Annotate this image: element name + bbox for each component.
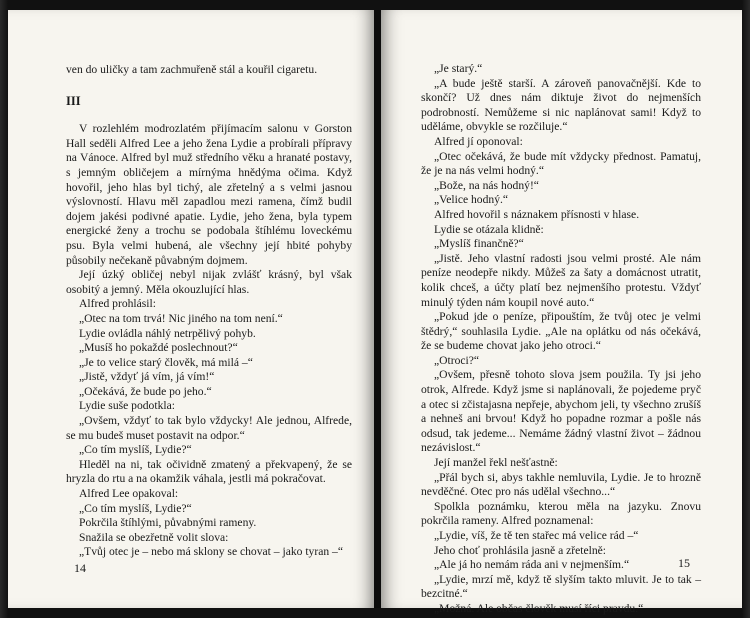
paragraph: „Lydie, mrzí mě, když tě slyším takto mluvit. Je to tak – bezcitné.“	[421, 572, 701, 601]
paragraph: „A bude ještě starší. A zároveň panovačnější. Kde to skončí? Už dnes nám diktuje život do nejmenších podrobností. Nemůžeme si nic naplánovat sami! Když to uděláme, obvykle se rozčiluje.“	[421, 76, 701, 134]
paragraph: Lydie ovládla náhlý netrpělivý pohyb.	[79, 326, 256, 340]
paragraph: Hleděl na ni, tak očividně zmatený a překvapený, že se hryzla do rtu a na okamžik váhala, jestli má pokračovat.	[66, 457, 352, 486]
left-page-text	[66, 63, 352, 560]
paragraph: Snažila se obezřetně volit slova:	[79, 530, 229, 544]
paragraph: „Jistě, vždyť já vím, já vím!“	[79, 370, 215, 384]
paragraph: Lydie se otázala klidně:	[434, 222, 544, 236]
paragraph: „Bože, na nás hodný!“	[434, 178, 539, 192]
section-heading: III	[66, 93, 81, 108]
paragraph: Jeho choť prohlásila jasně a zřetelně:	[434, 543, 607, 557]
paragraph: „Pokud jde o peníze, připouštím, že tvůj otec je velmi štědrý,“ souhlasila Lydie. „Ale na oplátku od nás očekává, že se budeme chovat jako jeho otroci.“	[421, 310, 701, 353]
paragraph: „Musíš ho pokaždé poslechnout?“	[79, 341, 238, 355]
paragraph: „Co tím myslíš, Lydie?“	[79, 443, 192, 457]
paragraph: „Očekává, že bude po jeho.“	[79, 384, 212, 398]
paragraph: „Přál bych si, abys takhle nemluvila, Lydie. Je to hrozně nevděčné. Otec pro nás udělal všechno...“	[421, 470, 701, 499]
paragraph: Alfred prohlásil:	[79, 297, 156, 311]
paragraph: Lydie suše podotkla:	[79, 399, 175, 413]
paragraph: „Ovšem, vždyť to tak bylo vždycky! Ale jednou, Alfrede, se mu budeš muset postavit na odpor.“	[66, 414, 352, 442]
paragraph: Pokrčila štíhlými, půvabnými rameny.	[79, 516, 257, 530]
paragraph: Alfred hovořil s náznakem přísnosti v hlase.	[434, 207, 640, 221]
right-page-text	[421, 62, 701, 617]
page-number: 14	[74, 561, 86, 575]
paragraph: „Jistě. Jeho vlastní radosti jsou velmi prosté. Ale nám peníze neodepře nikdy. Můžeš za šaty a domácnost utratit, kolik chceš, a účty platí bez nejmenšího protestu. Vždyť minulý týden nám koupil nové auto.“	[421, 251, 701, 309]
paragraph: „Ovšem, přesně tohoto slova jsem použila. Ty jsi jeho otrok, Alfrede. Když jsme si naplánovali, že pojedeme pryč a otec si zčistajasna nepřeje, abychom jeli, ty všechno zrušíš a nehneš ani brvou! Když ho popadne rozmar a pošle nás odsud, tak jedeme... Nemáme žádný vlastní život – žádnou nezávislost.“	[421, 368, 701, 455]
paragraph: „Je to velice starý člověk, má milá –“	[79, 355, 253, 369]
paragraph: Její manžel řekl nešťastně:	[434, 456, 558, 470]
right-page	[381, 10, 742, 615]
paragraph: „Otroci?“	[434, 353, 480, 367]
paragraph: „Myslíš finančně?“	[434, 237, 524, 251]
paragraph: Alfred Lee opakoval:	[79, 487, 179, 501]
paragraph: „Co tím myslíš, Lydie?“	[79, 501, 192, 515]
paragraph: „Otec očekává, že bude mít vždycky přednost. Pamatuj, že je na nás velmi hodný.“	[421, 149, 701, 178]
paragraph: „Velice hodný.“	[434, 193, 509, 207]
paragraph: „Tvůj otec je – nebo má sklony se chovat – jako tyran –“	[79, 545, 344, 559]
paragraph: „Otec na tom trvá! Nic jiného na tom není.“	[79, 311, 283, 325]
paragraph: „Je starý.“	[434, 62, 483, 75]
paragraph: Spolkla poznámku, kterou měla na jazyku. Znovu pokrčila rameny. Alfred poznamenal:	[421, 499, 701, 528]
left-page	[8, 10, 374, 608]
paragraph: „Ale já ho nemám ráda ani v nejmenším.“	[434, 558, 630, 572]
paragraph: V rozlehlém modrozlatém přijímacím salonu v Gorston Hall seděli Alfred Lee a jeho žena Lydie a probírali přípravy na Vánoce. Alfred byl muž středního věku a hranaté postavy, s jemným obličejem a mírnýma hnědýma očima. Když hovořil, jeho hlas byl tichý, ale zřetelný a s velmi jasnou výslovností. Hlavu měl zapadlou mezi ramena, čímž budil dojem jakési podivné apatie. Lydie, jeho žena, byla typem energické ženy a trochu se podobala štíhlému loveckému psu. Byla velmi hubená, ale všechny její hbité pohyby působily nečekaně půvabným dojmem.	[66, 122, 352, 267]
paragraph: „Možná. Ale občas člověk musí říci pravdu.“	[434, 601, 644, 615]
paragraph: Její úzký obličej nebyl nijak zvlášť krásný, byl však osobitý a jemný. Měla okouzlující hlas.	[66, 268, 352, 296]
paragraph: ven do uličky a tam zachmuřeně stál a kouřil cigaretu.	[66, 63, 318, 76]
paragraph: Alfred jí oponoval:	[434, 134, 523, 148]
book-gutter	[374, 10, 381, 608]
paragraph: „Lydie, víš, že tě ten stařec má velice rád –“	[434, 529, 639, 542]
page-number: 15	[678, 556, 690, 570]
